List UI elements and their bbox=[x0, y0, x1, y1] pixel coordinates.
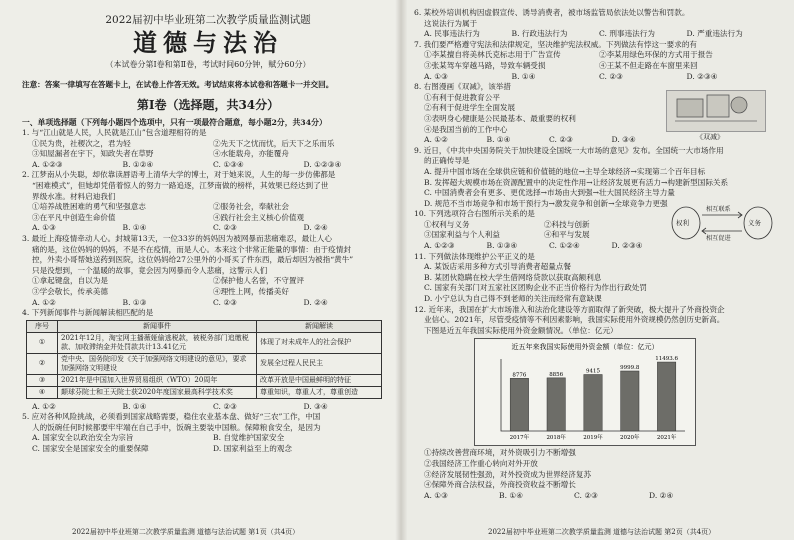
option-a: A. ①② bbox=[424, 135, 448, 145]
statement: ④王某不但走路在车窗里来回 bbox=[599, 60, 698, 70]
statement: ④理性上网，传播美好 bbox=[213, 286, 289, 296]
question-8 bbox=[414, 82, 774, 146]
option-d: D. ②③④ bbox=[686, 71, 718, 81]
question-stem: 2. 江梦南从小失聪，却依靠读唇语考上清华大学的博士，对于她来说，人生的每一步仿佛都是 bbox=[22, 170, 336, 180]
option-a: A. ①②③ bbox=[32, 159, 63, 169]
question-10 bbox=[414, 206, 774, 251]
question-stem: 控，外卖小哥帮她送药到医院，这位妈妈给27公里外的小哥买了件东西，最后却因为被指“黄牛” bbox=[32, 255, 354, 265]
table-cell: ③ bbox=[27, 374, 58, 386]
question-stem: 下图是近五年我国实际使用外资金额情况。（单位：亿元） bbox=[424, 325, 618, 335]
option-b: B. ①③ bbox=[122, 297, 147, 307]
news-table bbox=[26, 320, 382, 399]
option-c: C. ②③ bbox=[549, 135, 573, 145]
statement: ④水能载舟，亦能覆舟 bbox=[213, 149, 289, 159]
option-a: A. ①② bbox=[32, 297, 56, 307]
cartoon-illustration bbox=[667, 91, 765, 131]
table-cell: ② bbox=[27, 353, 58, 374]
question-12 bbox=[414, 305, 774, 502]
foreign-investment-chart bbox=[474, 338, 696, 446]
option-b: B. 自觉维护国家安全 bbox=[213, 433, 285, 443]
option-c: C. 国家有关部门对五家社区团购企业不正当价格行为作出行政处罚 bbox=[424, 283, 647, 293]
column-header: 新闻事件 bbox=[58, 320, 257, 332]
table-cell: 发展全过程人民民主 bbox=[257, 353, 382, 374]
chart-category-label: 2021年 bbox=[656, 435, 677, 442]
statement: ③知屋漏者在宇下，知政失者在草野 bbox=[32, 149, 154, 159]
chart-data-label: 8776 bbox=[512, 372, 527, 379]
table-cell: ④ bbox=[27, 386, 58, 398]
statement: ②李某用绿色环保的方式用于报告 bbox=[599, 50, 713, 60]
statement: ②科技与创新 bbox=[544, 219, 590, 229]
column-header: 序号 bbox=[27, 320, 58, 332]
table-row bbox=[27, 374, 382, 386]
question-stem: 6. 某校外培训机构因虚假宣传、诱导消费者，被市场监管局依法处以警告和罚款。 bbox=[414, 8, 690, 17]
statement: ③学会敬长，传承美德 bbox=[32, 286, 108, 296]
table-row bbox=[27, 353, 382, 374]
option-c: C. 国家安全是国家安全的重要保障 bbox=[32, 444, 149, 454]
option-b: B. ①④ bbox=[486, 135, 511, 145]
relationship-diagram bbox=[670, 199, 774, 247]
option-a: A. ①② bbox=[32, 401, 56, 411]
statement: ①有利于促进教育公平 bbox=[424, 92, 500, 102]
option-c: C. ②③ bbox=[213, 297, 237, 307]
option-b: B. ①③④ bbox=[486, 241, 518, 251]
option-d: D. ②④ bbox=[649, 490, 674, 500]
option-d: D. ③④ bbox=[611, 135, 636, 145]
chart-category-label: 2017年 bbox=[509, 435, 530, 442]
option-a: A. 国家安全以政治安全为宗旨 bbox=[32, 433, 134, 443]
question-stem: 人的饭碗任何时候都要牢牢端在自己手中，饭碗主要装中国粮。保障粮食安全，是因为 bbox=[32, 422, 321, 432]
section-title: 一、单项选择题（下列每小题四个选项中，只有一项最符合题意，每小题2分，共34分） bbox=[22, 118, 327, 127]
question-7 bbox=[414, 40, 774, 82]
option-b: B. 行政违法行为 bbox=[511, 29, 568, 39]
exam-notice: 注意：答案一律填写在答题卡上，在试卷上作答无效。考试结束将本试卷和答题卡一并交回。 bbox=[22, 80, 334, 89]
question-stem: 5. 应对各种风险挑战，必须看到国家战略需要，稳住农业基本盘、做好“三农”工作，中国 bbox=[22, 412, 321, 422]
option-a: A. ①③ bbox=[424, 490, 448, 500]
statement: ①拿起键盘，自以为是 bbox=[32, 276, 108, 286]
chart-data-label: 8856 bbox=[549, 372, 564, 379]
statement: ①持续改善营商环境，对外资吸引力不断增强 bbox=[424, 448, 576, 458]
question-stem: “困难模式”，但她却凭借着惊人的努力一路追逐，江梦南做的榜样，其效果已经达到了世 bbox=[32, 180, 329, 190]
diagram-left-label: 权利 bbox=[676, 219, 689, 228]
chart-category-label: 2018年 bbox=[546, 435, 566, 442]
option-b: B. ①②④ bbox=[122, 159, 154, 169]
statement: ④和平与发展 bbox=[544, 230, 590, 240]
question-stem: 4. 下列新闻事件与新闻解读相匹配的是 bbox=[22, 308, 154, 318]
question-11 bbox=[414, 252, 774, 305]
option-b: B. ①④ bbox=[499, 490, 524, 500]
option-b: B. 某团伙隐瞒在校大学生借网络贷款以获取高额利息 bbox=[424, 272, 602, 282]
question-stem: 业信心。2021年，尽管受疫情等不利因素影响，我国实际使用外资规模仍然创历史新高。 bbox=[424, 315, 725, 325]
option-d: D. ②④ bbox=[303, 223, 328, 233]
option-c: C. ②③ bbox=[574, 490, 598, 500]
chart-bar bbox=[657, 362, 675, 431]
question-stem: 痛的是，这位妈妈的妈妈，不是不在疫情，而是人心。本来这个非常正能量的事情：由于疫情封 bbox=[32, 244, 351, 254]
table-cell: 党中央、国务院印发《关于加强网络文明建设的意见》，要求加强网络文明建设 bbox=[58, 353, 257, 374]
option-b: B. ①④ bbox=[122, 401, 147, 411]
question-stem: 10. 下列选项符合右图所示关系的是 bbox=[414, 209, 535, 219]
table-header-row bbox=[27, 320, 382, 332]
chart-bar bbox=[584, 375, 602, 431]
chart-bar bbox=[621, 371, 639, 431]
question-stem: 9. 近日，《中共中央国务院关于加快建设全国统一大市场的意见》发布。全国统一大市场作用 bbox=[414, 145, 724, 155]
statement: ①权利与义务 bbox=[424, 219, 470, 229]
statement: ③在平凡中创造生命价值 bbox=[32, 212, 116, 222]
option-c: C. 中国消费者会有更多、更优选择→市场由大到强→壮大国民经济主导力量 bbox=[424, 188, 675, 198]
table-cell: 2021年12月，淘宝网主播薇娅偷逃税款，被税务部门追缴税款、加收滞纳金并处罚款共计13.41亿元 bbox=[58, 332, 257, 353]
chart-title: 近五年来我国实际使用外资金额（单位：亿元） bbox=[511, 343, 659, 352]
table-cell: 2021年是中国加入世界贸易组织（WTO）20周年 bbox=[58, 374, 257, 386]
question-2 bbox=[22, 170, 394, 234]
cartoon-image bbox=[666, 90, 766, 132]
statement: ①培养战胜困难的勇气和坚强意志 bbox=[32, 202, 146, 212]
question-stem: 的正确传导是 bbox=[424, 156, 470, 166]
option-d: D. ②③④ bbox=[611, 241, 643, 251]
column-header: 新闻解读 bbox=[257, 320, 382, 332]
option-a: A. ①③ bbox=[424, 71, 448, 81]
question-stem: 12. 近年来，我国在扩大市场准入和法治化建设等方面取得了新突破，极大提升了外商投资企 bbox=[414, 304, 725, 314]
statement: ③国家利益与个人利益 bbox=[424, 230, 500, 240]
statement: ②服务社会，奉献社会 bbox=[213, 202, 289, 212]
option-a: A. ①③ bbox=[32, 223, 56, 233]
diagram-bottom-label: 相互促进 bbox=[706, 235, 731, 243]
table-cell: 体现了对未成年人的社会保护 bbox=[257, 332, 382, 353]
option-a: A. 某饭店采用多种方式引导消费者超量点餐 bbox=[424, 262, 571, 272]
option-c: C. ②③ bbox=[213, 401, 237, 411]
part1-title: 第Ⅰ卷（选择题，共34分） bbox=[136, 98, 280, 112]
chart-data-label: 9415 bbox=[586, 368, 600, 375]
statement: ②有利于促进学生全面发展 bbox=[424, 103, 516, 113]
question-stem: 界级水准。材料启迪我们 bbox=[32, 191, 116, 201]
statement: ③张某驾车穿越马路，导致车辆受损 bbox=[424, 60, 546, 70]
option-c: C. ①③④ bbox=[213, 159, 244, 169]
question-stem: 这说法行为属于 bbox=[424, 18, 478, 28]
table-cell: 改革开放是中国最鲜明的特征 bbox=[257, 374, 382, 386]
exam-header: 2022届初中毕业班第二次教学质量监测试题 bbox=[105, 14, 311, 26]
table-row bbox=[27, 386, 382, 398]
statement: ③表明身心健康是公民最基本、最重要的权利 bbox=[424, 113, 576, 123]
option-b: B. ①④ bbox=[122, 223, 147, 233]
chart-data-label: 9999.8 bbox=[620, 365, 640, 372]
chart-category-label: 2019年 bbox=[583, 435, 603, 442]
option-a: A. ①②③ bbox=[424, 241, 455, 251]
option-b: B. 发挥超大规模市场在资源配置中的决定性作用→让经济发展更有活力→构建新型国际关系 bbox=[424, 177, 729, 187]
statement: ①民为贵，社稷次之，君为轻 bbox=[32, 138, 131, 148]
statement: ③经济发展韧性强劲，对外投资成为世界经济复苏 bbox=[424, 469, 592, 479]
option-c: C. ②③ bbox=[599, 71, 623, 81]
cartoon-caption: 《双减》 bbox=[696, 133, 724, 142]
question-stem: 7. 我们要严格遵守宪法和法律规定，坚决维护宪法权威。下列做法有悖这一要求的有 bbox=[414, 39, 698, 49]
option-a: A. 提升中国市场在全球供应链和价值链的地位→主导全球经济→实现第二个百年目标 bbox=[424, 166, 706, 176]
option-d: D. 国家利益至上的观念 bbox=[213, 444, 292, 454]
exam-title: 道德与法治 bbox=[133, 29, 283, 57]
statement: ②先天下之忧而忧，后天下之乐而乐 bbox=[213, 138, 335, 148]
question-stem: 1. 与“江山就是人民，人民就是江山”包含道理相符的是 bbox=[22, 128, 207, 137]
option-d: D. ②④ bbox=[303, 297, 328, 307]
option-c: C. ①②④ bbox=[549, 241, 580, 251]
statement: ①李某擅自将美林氏克标志用于广告宣传 bbox=[424, 50, 561, 60]
question-6 bbox=[414, 8, 774, 40]
chart-category-label: 2020年 bbox=[620, 435, 640, 442]
option-d: D. ③④ bbox=[303, 401, 328, 411]
option-b: B. ①④ bbox=[511, 71, 536, 81]
chart-bar bbox=[547, 378, 565, 431]
table-cell: 颠球芬院士和王天院士获2020年度国家最高科学技术奖 bbox=[58, 386, 257, 398]
right-page bbox=[398, 0, 794, 540]
question-stem: 8. 右图漫画《双减》，该举措 bbox=[414, 82, 511, 92]
diagram-top-label: 相互联系 bbox=[706, 206, 731, 214]
chart-svg bbox=[475, 339, 695, 445]
question-3 bbox=[22, 234, 394, 308]
statement: ④保障外商合法权益，外商投资收益不断增长 bbox=[424, 480, 576, 490]
option-d: D. 小宁总认为自己得不到老师的关注而经常有意缺课 bbox=[424, 294, 602, 304]
page-footer: 2022届初中毕业班第二次教学质量监测 道德与法治试题 第1页（共4页） bbox=[72, 528, 300, 536]
option-a: A. 民事违法行为 bbox=[424, 29, 480, 39]
page-footer: 2022届初中毕业班第二次教学质量监测 道德与法治试题 第2页（共4页） bbox=[488, 528, 716, 536]
option-d: D. ①②③④ bbox=[303, 159, 342, 169]
chart-data-label: 11493.6 bbox=[655, 356, 678, 363]
statement: ④是我国当前的工作中心 bbox=[424, 124, 508, 134]
option-c: C. 刑事违法行为 bbox=[599, 29, 655, 39]
table-cell: 尊重知识，尊重人才，尊重创造 bbox=[257, 386, 382, 398]
exam-subtitle: （本试卷分第Ⅰ卷和第Ⅱ卷，考试时间60分钟，赋分60分） bbox=[105, 60, 311, 69]
option-d: D. 严重违法行为 bbox=[686, 29, 743, 39]
diagram-right-label: 义务 bbox=[748, 219, 761, 228]
table-row bbox=[27, 332, 382, 353]
statement: ②保护他人名誉，不守置评 bbox=[213, 276, 305, 286]
chart-bar bbox=[510, 379, 528, 432]
question-stem: 11. 下列做法体现维护公平正义的是 bbox=[414, 251, 535, 261]
question-4 bbox=[22, 308, 394, 412]
option-c: C. ②③ bbox=[213, 223, 237, 233]
question-stem: 只是没想到，一个温暖的故事，竟会因为网暴而令人悲痛，这警示人们 bbox=[32, 265, 268, 275]
question-5 bbox=[22, 412, 394, 454]
question-stem: 3. 最近上海疫情牵动人心。封城第13天，一位33岁的妈妈因为被网暴而悲痛难忍，最让人心 bbox=[22, 233, 332, 243]
statement: ②我国经济工作重心转向对外开放 bbox=[424, 459, 538, 468]
statement: ④践行社会主义核心价值观 bbox=[213, 212, 305, 222]
option-d: D. 规范不当市场竞争和市场干预行为→激发竞争和创新→全球竞争力更强 bbox=[424, 198, 668, 208]
table-cell: ① bbox=[27, 332, 58, 353]
question-1 bbox=[22, 128, 394, 170]
page-gutter bbox=[395, 0, 407, 540]
